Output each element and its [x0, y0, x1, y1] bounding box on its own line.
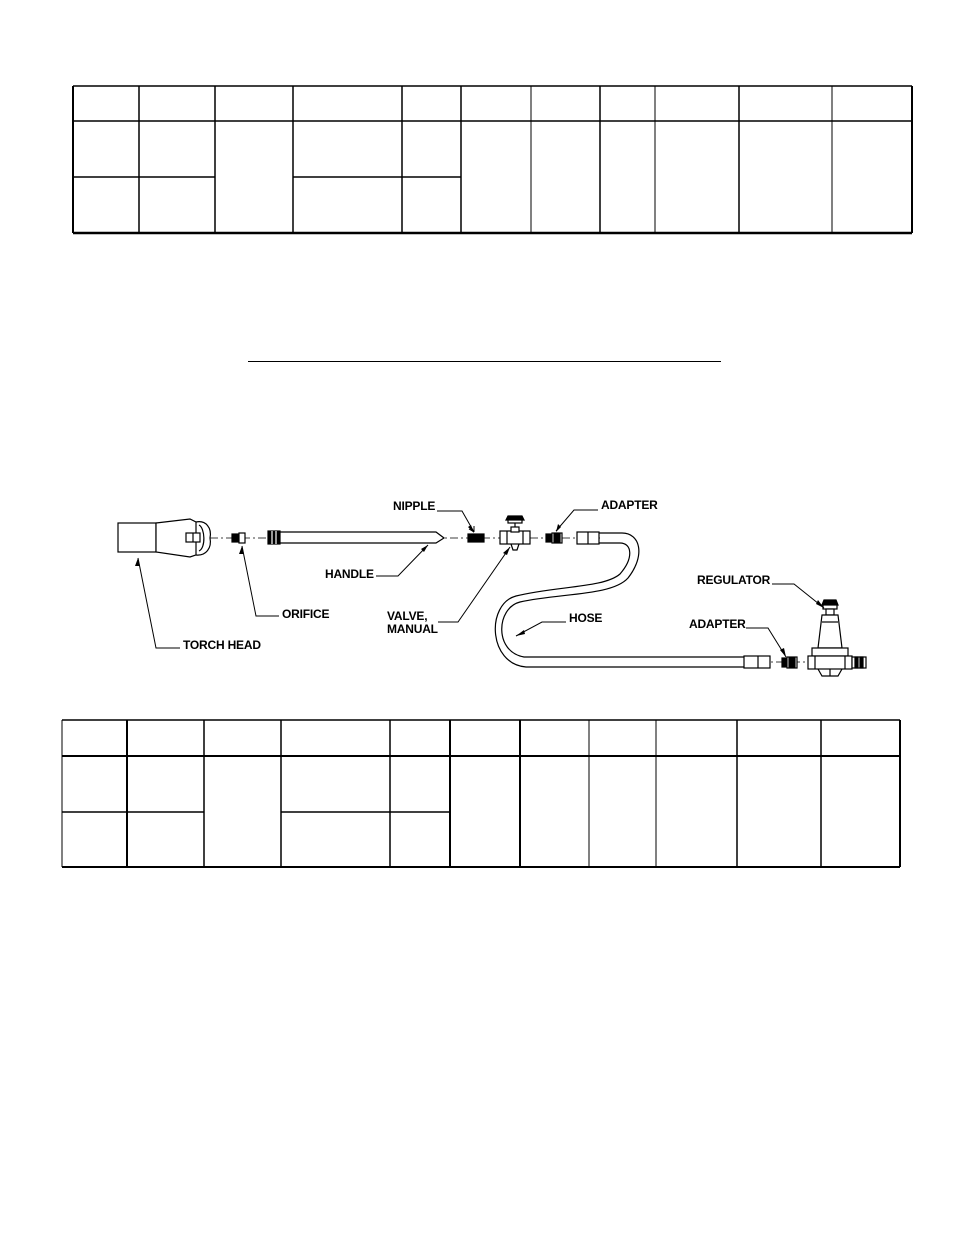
label-adapter-top: ADAPTER — [601, 498, 658, 512]
label-valve-line2: MANUAL — [387, 622, 438, 636]
label-valve-line1: VALVE, — [387, 609, 428, 623]
label-orifice: ORIFICE — [282, 607, 330, 621]
label-handle: HANDLE — [325, 567, 374, 581]
label-hose: HOSE — [569, 611, 603, 625]
label-torch-head: TORCH HEAD — [183, 638, 261, 652]
label-adapter-bottom: ADAPTER — [689, 617, 746, 631]
label-nipple: NIPPLE — [393, 499, 436, 513]
label-regulator: REGULATOR — [697, 573, 771, 587]
